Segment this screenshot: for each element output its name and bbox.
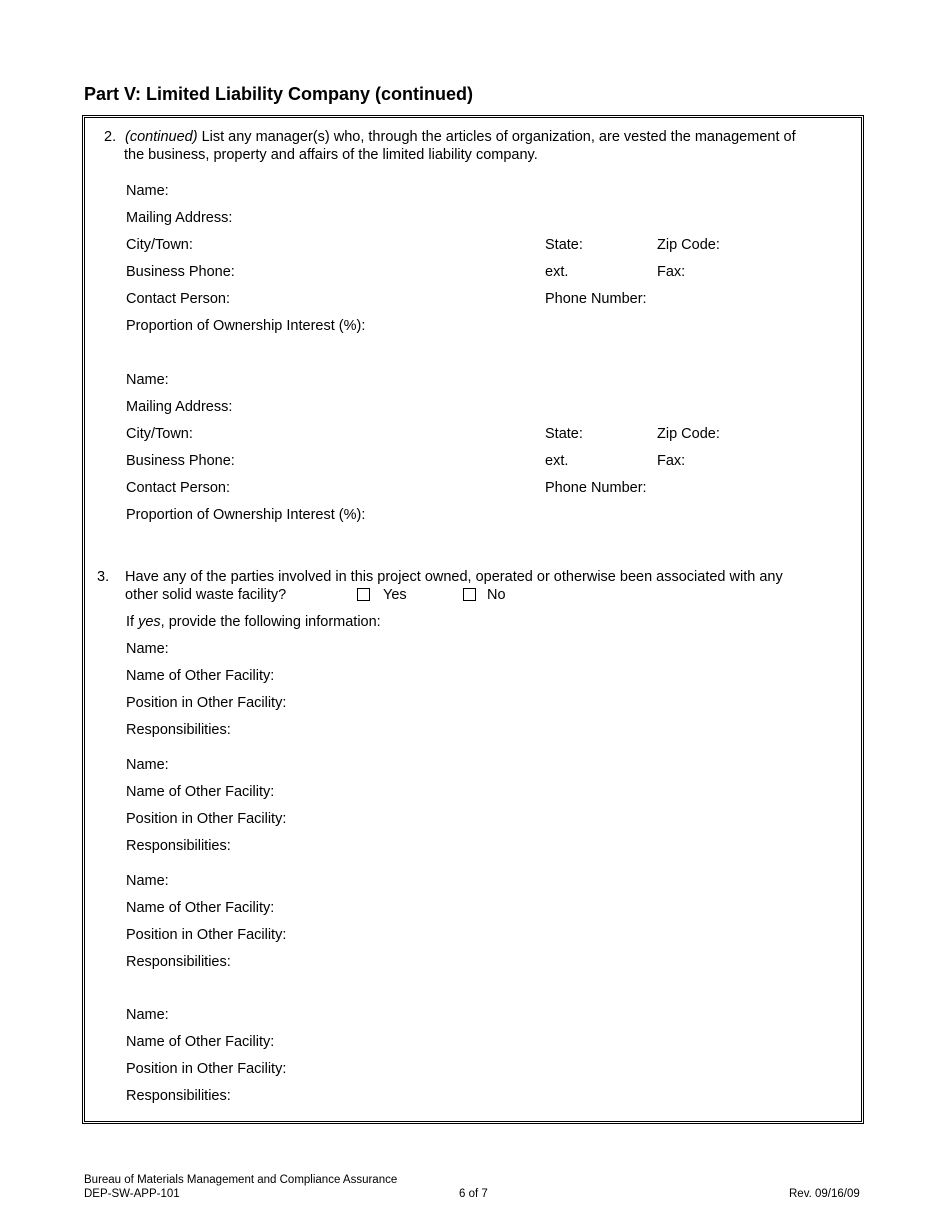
footer-form-id: DEP-SW-APP-101 [84,1188,180,1200]
entry-4-name-label: Name: [126,1007,169,1023]
entry-3-facility-label: Name of Other Facility: [126,900,275,916]
manager-1-city-label: City/Town: [126,237,193,253]
manager-1-phone-number-label: Phone Number: [545,291,647,307]
manager-1-zip-label: Zip Code: [657,237,720,253]
entry-3-responsibilities-label: Responsibilities: [126,954,231,970]
no-checkbox[interactable] [463,588,476,601]
page-title: Part V: Limited Liability Company (continued) [84,84,474,104]
entry-1-name-label: Name: [126,641,169,657]
q2-number: 2. [104,129,117,145]
manager-2-business-phone-label: Business Phone: [126,453,235,469]
footer-page-number: 6 of 7 [459,1188,488,1200]
manager-2-state-label: State: [545,426,583,442]
q2-text-line1-rest: List any manager(s) who, through the articles of organization, are vested the management of [197,129,796,145]
manager-2-zip-label: Zip Code: [657,426,720,442]
q2-text-line1 [125,128,796,146]
q2-text-line2: the business, property and affairs of the limited liability company. [124,147,538,163]
manager-1-mailing-label: Mailing Address: [126,210,233,226]
entry-2-position-label: Position in Other Facility: [126,811,287,827]
manager-2-city-label: City/Town: [126,426,193,442]
manager-2-contact-label: Contact Person: [126,480,230,496]
q3-number: 3. [97,569,110,585]
entry-4-responsibilities-label: Responsibilities: [126,1088,231,1104]
manager-2-phone-number-label: Phone Number: [545,480,647,496]
entry-1-position-label: Position in Other Facility: [126,695,287,711]
manager-2-name-label: Name: [126,372,169,388]
yes-checkbox[interactable] [357,588,370,601]
q3-text-line2: other solid waste facility? [125,587,287,603]
q2-lead-italic: (continued) [125,129,198,145]
q3-if-prefix: If [126,614,139,630]
entry-3-name-label: Name: [126,873,169,889]
q3-text-line1: Have any of the parties involved in this project owned, operated or otherwise been associated with any [125,569,783,585]
entry-3-position-label: Position in Other Facility: [126,927,287,943]
no-label: No [487,587,506,603]
entry-2-responsibilities-label: Responsibilities: [126,838,231,854]
q3-if-italic: yes [138,614,161,630]
entry-2-name-label: Name: [126,757,169,773]
entry-1-facility-label: Name of Other Facility: [126,668,275,684]
manager-1-fax-label: Fax: [657,264,686,280]
yes-label: Yes [383,587,407,603]
entry-2-facility-label: Name of Other Facility: [126,784,275,800]
entry-4-facility-label: Name of Other Facility: [126,1034,275,1050]
entry-1-responsibilities-label: Responsibilities: [126,722,231,738]
manager-1-contact-label: Contact Person: [126,291,230,307]
q3-if-yes-instruction [126,613,381,631]
manager-1-ext-label: ext. [545,264,569,280]
manager-2-fax-label: Fax: [657,453,686,469]
manager-2-mailing-label: Mailing Address: [126,399,233,415]
footer-revision: Rev. 09/16/09 [789,1188,860,1200]
footer-bureau: Bureau of Materials Management and Compliance Assurance [84,1174,398,1186]
entry-4-position-label: Position in Other Facility: [126,1061,287,1077]
manager-2-ext-label: ext. [545,453,569,469]
manager-1-state-label: State: [545,237,583,253]
manager-2-ownership-label: Proportion of Ownership Interest (%): [126,507,366,523]
q3-if-suffix: , provide the following information: [160,614,381,630]
manager-1-name-label: Name: [126,183,169,199]
manager-1-business-phone-label: Business Phone: [126,264,235,280]
manager-1-ownership-label: Proportion of Ownership Interest (%): [126,318,366,334]
